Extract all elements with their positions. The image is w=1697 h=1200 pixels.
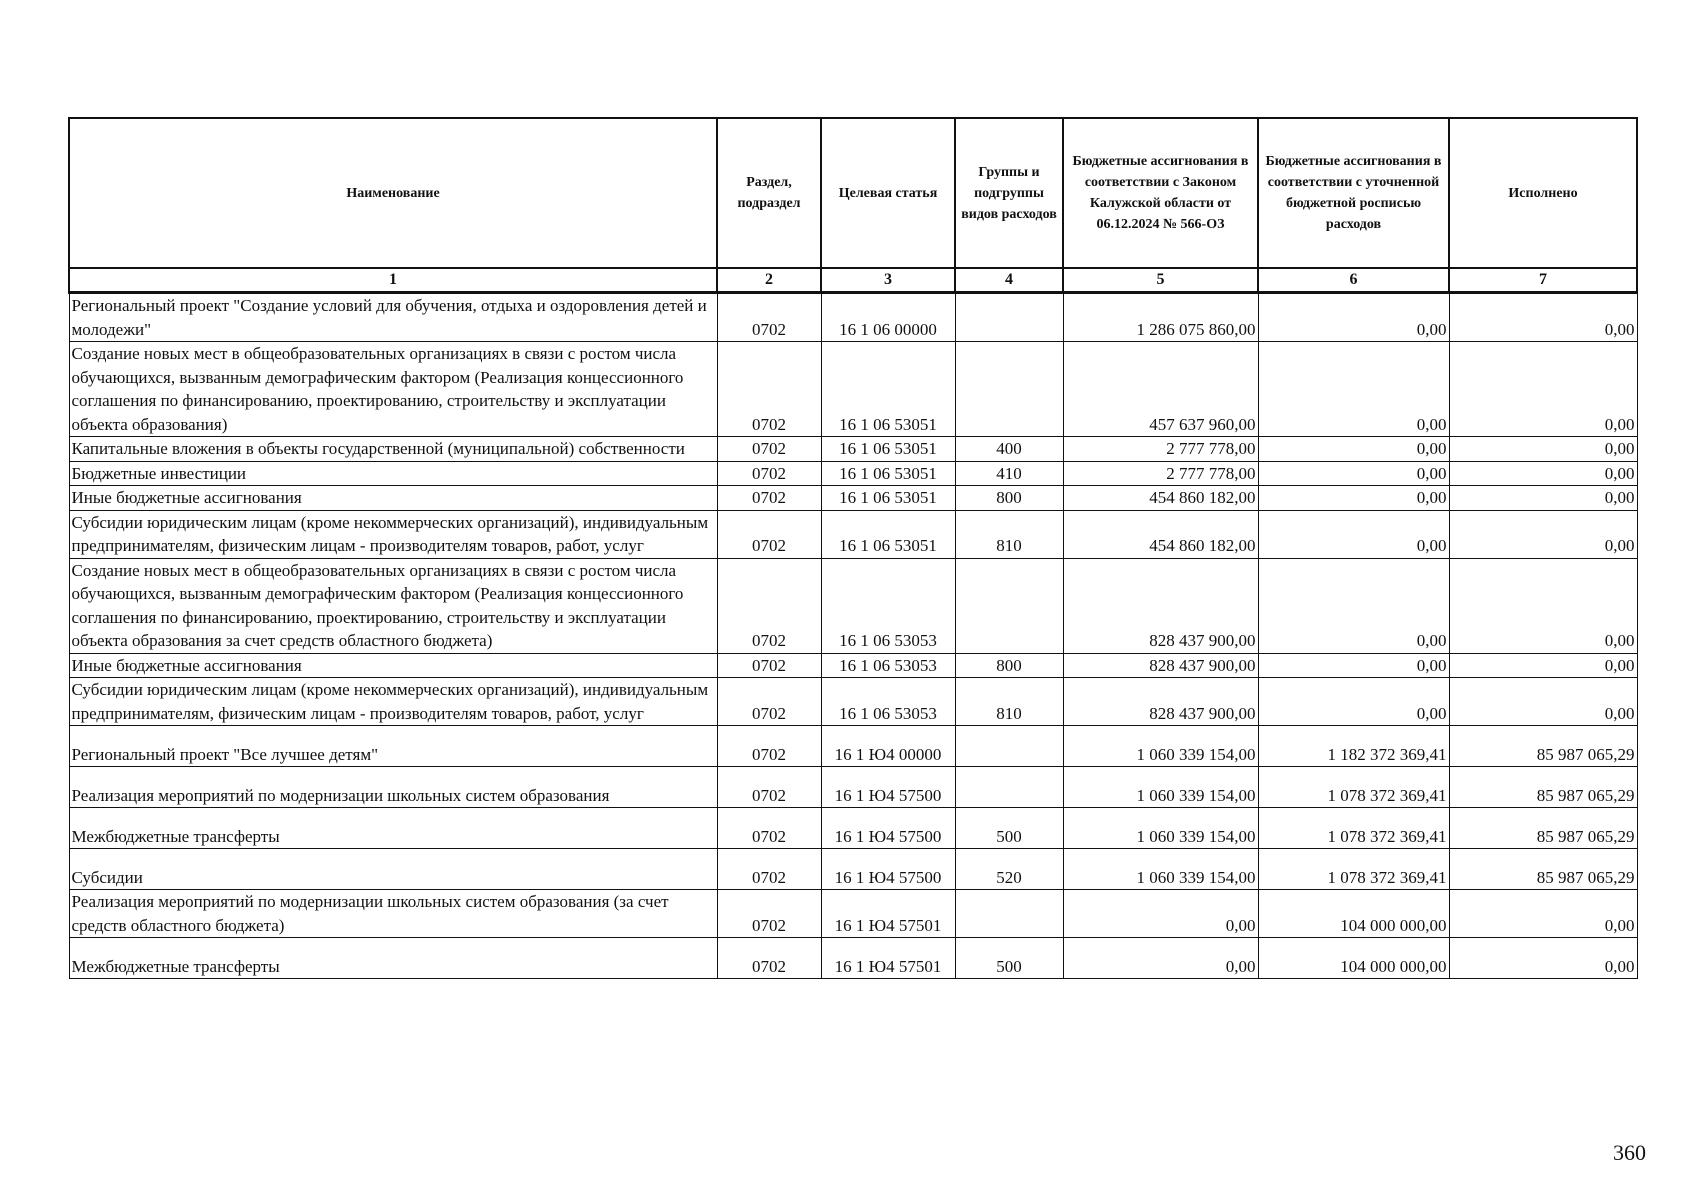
row-refined: 1 078 372 369,41	[1258, 849, 1449, 890]
table-row	[69, 808, 1637, 849]
row-refined: 0,00	[1258, 293, 1449, 342]
row-executed: 0,00	[1449, 461, 1637, 486]
row-executed: 0,00	[1449, 558, 1637, 653]
row-group: 800	[955, 653, 1063, 678]
table-row	[69, 890, 1637, 938]
row-law: 0,00	[1063, 938, 1258, 979]
row-target: 16 1 Ю4 00000	[821, 726, 955, 767]
row-section: 0702	[717, 461, 821, 486]
column-number: 1	[69, 268, 717, 293]
row-name: Капитальные вложения в объекты государственной (муниципальной) собственности	[69, 437, 717, 462]
row-group: 500	[955, 808, 1063, 849]
column-number: 2	[717, 268, 821, 293]
row-name: Субсидии	[69, 849, 717, 890]
row-target: 16 1 Ю4 57501	[821, 938, 955, 979]
row-name: Иные бюджетные ассигнования	[69, 653, 717, 678]
header-row	[69, 118, 1637, 268]
row-section: 0702	[717, 293, 821, 342]
row-executed: 0,00	[1449, 890, 1637, 938]
table-row	[69, 558, 1637, 653]
row-group	[955, 767, 1063, 808]
table-row	[69, 849, 1637, 890]
row-target: 16 1 06 53051	[821, 342, 955, 437]
row-name: Бюджетные инвестиции	[69, 461, 717, 486]
row-executed: 0,00	[1449, 938, 1637, 979]
row-executed: 85 987 065,29	[1449, 849, 1637, 890]
table-row	[69, 767, 1637, 808]
page-number: 360	[1613, 1140, 1646, 1165]
table-row	[69, 461, 1637, 486]
row-law: 828 437 900,00	[1063, 653, 1258, 678]
row-section: 0702	[717, 938, 821, 979]
row-section: 0702	[717, 558, 821, 653]
table-row	[69, 678, 1637, 726]
row-law: 2 777 778,00	[1063, 461, 1258, 486]
row-section: 0702	[717, 437, 821, 462]
row-section: 0702	[717, 808, 821, 849]
table-row	[69, 653, 1637, 678]
row-executed: 0,00	[1449, 342, 1637, 437]
row-law: 454 860 182,00	[1063, 486, 1258, 511]
column-number: 6	[1258, 268, 1449, 293]
table-row	[69, 938, 1637, 979]
row-name: Реализация мероприятий по модернизации школьных систем образования	[69, 767, 717, 808]
row-name: Реализация мероприятий по модернизации школьных систем образования (за счет средств областного бюджета)	[69, 890, 717, 938]
row-name: Создание новых мест в общеобразовательных организациях в связи с ростом числа обучающихся, вызванным демографическим фактором (Реализация концессионного соглашения по финансированию, проектированию, строительству и эксплуатации объекта образования)	[69, 342, 717, 437]
row-executed: 0,00	[1449, 653, 1637, 678]
row-target: 16 1 Ю4 57500	[821, 849, 955, 890]
row-refined: 0,00	[1258, 486, 1449, 511]
row-section: 0702	[717, 510, 821, 558]
row-refined: 0,00	[1258, 653, 1449, 678]
row-refined: 1 078 372 369,41	[1258, 767, 1449, 808]
row-refined: 0,00	[1258, 461, 1449, 486]
row-section: 0702	[717, 678, 821, 726]
row-refined: 0,00	[1258, 558, 1449, 653]
row-section: 0702	[717, 342, 821, 437]
row-group: 500	[955, 938, 1063, 979]
row-section: 0702	[717, 890, 821, 938]
column-number: 3	[821, 268, 955, 293]
column-number: 5	[1063, 268, 1258, 293]
row-group	[955, 890, 1063, 938]
row-group	[955, 558, 1063, 653]
row-group	[955, 293, 1063, 342]
row-section: 0702	[717, 653, 821, 678]
row-name: Межбюджетные трансферты	[69, 808, 717, 849]
row-target: 16 1 Ю4 57500	[821, 808, 955, 849]
header-target: Целевая статья	[821, 118, 955, 268]
row-target: 16 1 06 00000	[821, 293, 955, 342]
row-group: 810	[955, 510, 1063, 558]
row-executed: 0,00	[1449, 510, 1637, 558]
row-executed: 85 987 065,29	[1449, 726, 1637, 767]
column-number: 7	[1449, 268, 1637, 293]
row-refined: 104 000 000,00	[1258, 938, 1449, 979]
table-row	[69, 437, 1637, 462]
row-executed: 0,00	[1449, 293, 1637, 342]
row-target: 16 1 06 53053	[821, 653, 955, 678]
row-target: 16 1 06 53053	[821, 678, 955, 726]
row-target: 16 1 06 53051	[821, 461, 955, 486]
row-law: 828 437 900,00	[1063, 678, 1258, 726]
row-section: 0702	[717, 849, 821, 890]
row-name: Создание новых мест в общеобразовательных организациях в связи с ростом числа обучающихся, вызванным демографическим фактором (Реализация концессионного соглашения по финансированию, проектированию, строительству и эксплуатации объекта образования за счет средств областного бюджета)	[69, 558, 717, 653]
row-refined: 1 182 372 369,41	[1258, 726, 1449, 767]
row-refined: 1 078 372 369,41	[1258, 808, 1449, 849]
row-group	[955, 342, 1063, 437]
row-name: Субсидии юридическим лицам (кроме некоммерческих организаций), индивидуальным предпринимателям, физическим лицам - производителям товаров, работ, услуг	[69, 510, 717, 558]
budget-table	[68, 117, 1638, 979]
header-refined: Бюджетные ассигнования в соответствии с уточненной бюджетной росписью расходов	[1258, 118, 1449, 268]
header-law: Бюджетные ассигнования в соответствии с Законом Калужской области от 06.12.2024 № 566-ОЗ	[1063, 118, 1258, 268]
row-law: 2 777 778,00	[1063, 437, 1258, 462]
row-law: 1 060 339 154,00	[1063, 808, 1258, 849]
header-name: Наименование	[69, 118, 717, 268]
header-group: Группы и подгруппы видов расходов	[955, 118, 1063, 268]
row-law: 1 060 339 154,00	[1063, 849, 1258, 890]
table-row	[69, 726, 1637, 767]
row-refined: 0,00	[1258, 678, 1449, 726]
row-refined: 0,00	[1258, 342, 1449, 437]
table-row	[69, 293, 1637, 342]
row-executed: 85 987 065,29	[1449, 767, 1637, 808]
row-executed: 0,00	[1449, 678, 1637, 726]
row-executed: 85 987 065,29	[1449, 808, 1637, 849]
header-executed: Исполнено	[1449, 118, 1637, 268]
row-group: 400	[955, 437, 1063, 462]
row-name: Региональный проект "Все лучшее детям"	[69, 726, 717, 767]
row-executed: 0,00	[1449, 437, 1637, 462]
budget-table-sheet	[68, 117, 1636, 979]
row-group: 810	[955, 678, 1063, 726]
row-group: 800	[955, 486, 1063, 511]
row-group: 520	[955, 849, 1063, 890]
row-law: 1 286 075 860,00	[1063, 293, 1258, 342]
table-row	[69, 510, 1637, 558]
row-law: 454 860 182,00	[1063, 510, 1258, 558]
table-row	[69, 342, 1637, 437]
row-section: 0702	[717, 726, 821, 767]
column-number: 4	[955, 268, 1063, 293]
row-refined: 0,00	[1258, 510, 1449, 558]
row-target: 16 1 06 53053	[821, 558, 955, 653]
row-name: Региональный проект "Создание условий для обучения, отдыха и оздоровления детей и молодежи"	[69, 293, 717, 342]
header-section: Раздел, подраздел	[717, 118, 821, 268]
row-law: 828 437 900,00	[1063, 558, 1258, 653]
row-section: 0702	[717, 767, 821, 808]
row-target: 16 1 Ю4 57500	[821, 767, 955, 808]
row-target: 16 1 Ю4 57501	[821, 890, 955, 938]
row-group: 410	[955, 461, 1063, 486]
row-refined: 104 000 000,00	[1258, 890, 1449, 938]
row-law: 1 060 339 154,00	[1063, 726, 1258, 767]
row-refined: 0,00	[1258, 437, 1449, 462]
row-target: 16 1 06 53051	[821, 486, 955, 511]
row-law: 1 060 339 154,00	[1063, 767, 1258, 808]
table-row	[69, 486, 1637, 511]
column-number-row	[69, 268, 1637, 293]
row-section: 0702	[717, 486, 821, 511]
row-law: 0,00	[1063, 890, 1258, 938]
row-name: Межбюджетные трансферты	[69, 938, 717, 979]
row-name: Субсидии юридическим лицам (кроме некоммерческих организаций), индивидуальным предпринимателям, физическим лицам - производителям товаров, работ, услуг	[69, 678, 717, 726]
row-executed: 0,00	[1449, 486, 1637, 511]
row-target: 16 1 06 53051	[821, 437, 955, 462]
row-group	[955, 726, 1063, 767]
row-law: 457 637 960,00	[1063, 342, 1258, 437]
row-name: Иные бюджетные ассигнования	[69, 486, 717, 511]
row-target: 16 1 06 53051	[821, 510, 955, 558]
